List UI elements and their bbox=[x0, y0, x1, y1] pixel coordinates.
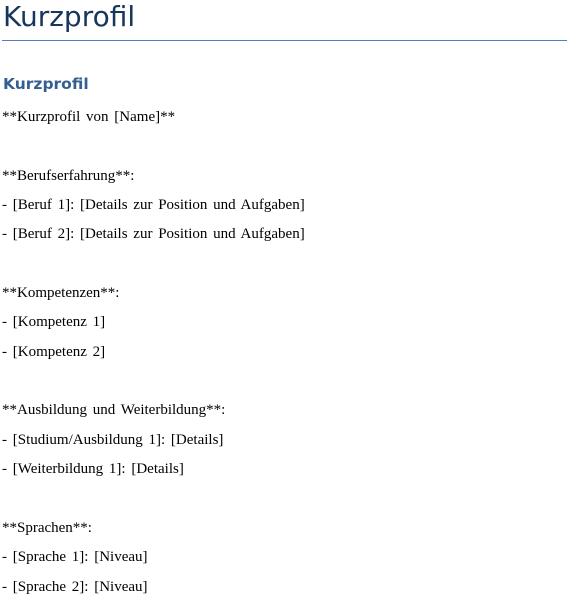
languages-heading-line: **Sprachen**: bbox=[2, 519, 92, 536]
skill-item-line: - [Kompetenz 1] bbox=[2, 314, 106, 331]
blank-line bbox=[2, 367, 305, 396]
education-item-line: - [Studium/Ausbildung 1]: [Details] bbox=[2, 431, 224, 448]
document-title: Kurzprofil bbox=[3, 0, 136, 33]
title-underline-rule bbox=[2, 40, 567, 41]
section-heading: Kurzprofil bbox=[3, 75, 89, 93]
skills-heading-line: **Kompetenzen**: bbox=[2, 285, 120, 302]
language-item-line: - [Sprache 1]: [Niveau] bbox=[2, 549, 148, 566]
education-item-line: - [Weiterbildung 1]: [Details] bbox=[2, 461, 184, 478]
profile-intro-line: **Kurzprofil von [Name]** bbox=[2, 109, 176, 125]
blank-line bbox=[2, 484, 305, 513]
education-heading-line: **Ausbildung und Weiterbildung**: bbox=[2, 402, 226, 419]
document-body bbox=[2, 103, 305, 602]
experience-heading-line: **Berufserfahrung**: bbox=[2, 167, 135, 184]
experience-item-line: - [Beruf 1]: [Details zur Position und Aufgaben] bbox=[2, 197, 305, 214]
blank-line bbox=[2, 132, 305, 161]
experience-item-line: - [Beruf 2]: [Details zur Position und Aufgaben] bbox=[2, 226, 305, 243]
language-item-line: - [Sprache 2]: [Niveau] bbox=[2, 578, 148, 595]
skill-item-line: - [Kompetenz 2] bbox=[2, 343, 106, 360]
blank-line bbox=[2, 250, 305, 279]
